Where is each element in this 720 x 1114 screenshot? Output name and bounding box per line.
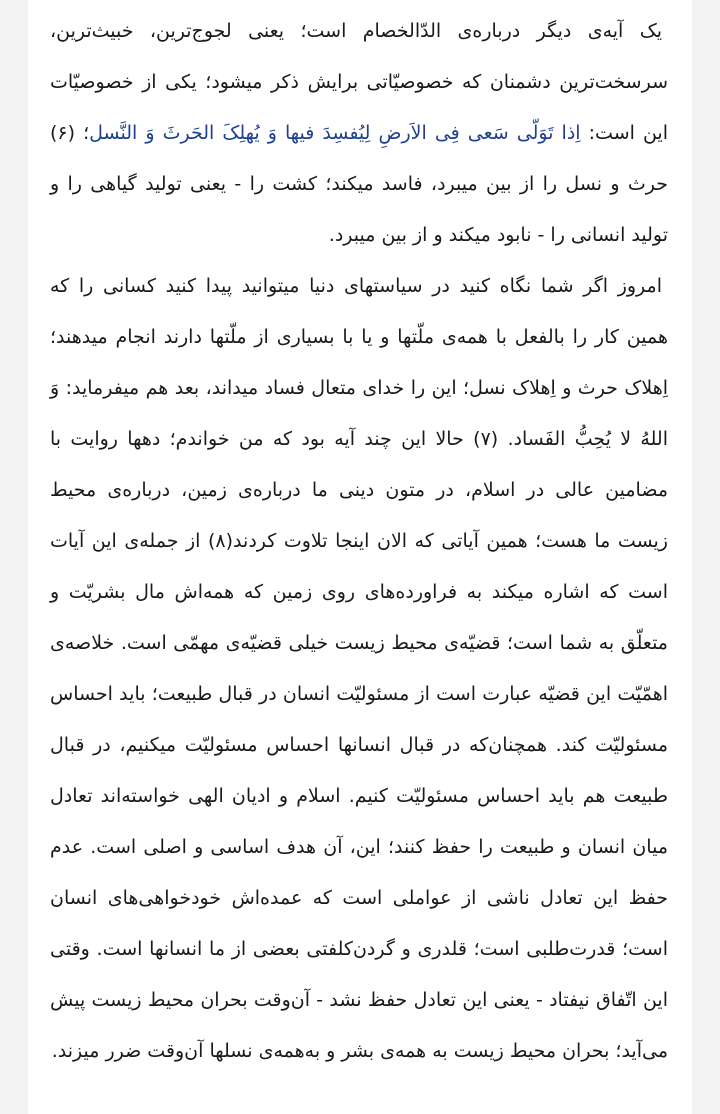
document-page	[28, 0, 692, 1114]
paragraph-1-intro: یک آیه‌ی دیگر درباره‌ی الدّالخصام است؛ یعنی لجوج‌ترین، خبیث‌ترین، سرسخت‌ترین دشمنان که خصوصیّاتی برایش ذکر میشود؛ یکی از خصوصیّات این است:	[50, 20, 668, 144]
paragraph-1	[50, 6, 668, 261]
paragraph-1-continuation: ؛ (۶) حرث و نسل را از بین میبرد، فاسد میکند؛ کشت را - یعنی تولید گیاهی را و تولید انسانی را - نابود میکند و از بین میبرد.	[50, 122, 668, 246]
paragraph-2	[50, 261, 668, 1077]
document-body	[50, 6, 668, 1077]
quran-verse-quote: اِذا تَوَلّی سَعی فِی الاَرضِ لِیُفسِدَ فیها وَ یُهلِکَ الحَرثَ وَ النَّسل	[89, 122, 581, 144]
paragraph-2-text: امروز اگر شما نگاه کنید در سیاستهای دنیا میتوانید پیدا کنید کسانی را که همین کار را بالفعل با همه‌ی ملّتها و یا با بسیاری از ملّتها دارند انجام میدهند؛ اِهلاک حرث و اِهلاک نسل؛ این را خدای متعال فساد میداند، بعد هم میفرماید: وَ اللهُ لا یُحِبُّ الفَساد. (۷) حالا این چند آیه بود که من خواندم؛ دهها روایت با مضامین عالی در اسلام، در متون دینی ما درباره‌ی زمین، درباره‌ی محیط زیست ما هست؛ همین آیاتی که الان اینجا تلاوت کردند(۸) از جمله‌ی این آیات است که اشاره میکند به فراورده‌های روی زمین که همه‌اش مال بشریّت و متعلّق به شما است؛ قضیّه‌ی محیط زیست خیلی قضیّه‌ی مهمّی است. خلاصه‌ی اهمّیّت این قضیّه عبارت است از مسئولیّت انسان در قبال طبیعت؛ باید احساس مسئولیّت کند. همچنان‌که در قبال انسانها احساس مسئولیّت میکنیم، در قبال طبیعت هم باید احساس مسئولیّت کنیم. اسلام و ادیان الهی خواسته‌اند تعادل میان انسان و طبیعت را حفظ کنند؛ این، آن هدف اساسی و اصلی است. عدم حفظ این تعادل ناشی از عواملی است که عمده‌اش خودخواهی‌های انسان است؛ قدرت‌طلبی است؛ قلدری و گردن‌کلفتی بعضی از ما انسانها است. وقتی این اتّفاق نیفتاد - یعنی این تعادل حفظ نشد - آن‌وقت بحران محیط زیست پیش می‌آید؛ بحران محیط زیست به همه‌ی بشر و به‌همه‌ی نسلها آن‌وقت ضرر میزند.	[50, 275, 668, 1062]
